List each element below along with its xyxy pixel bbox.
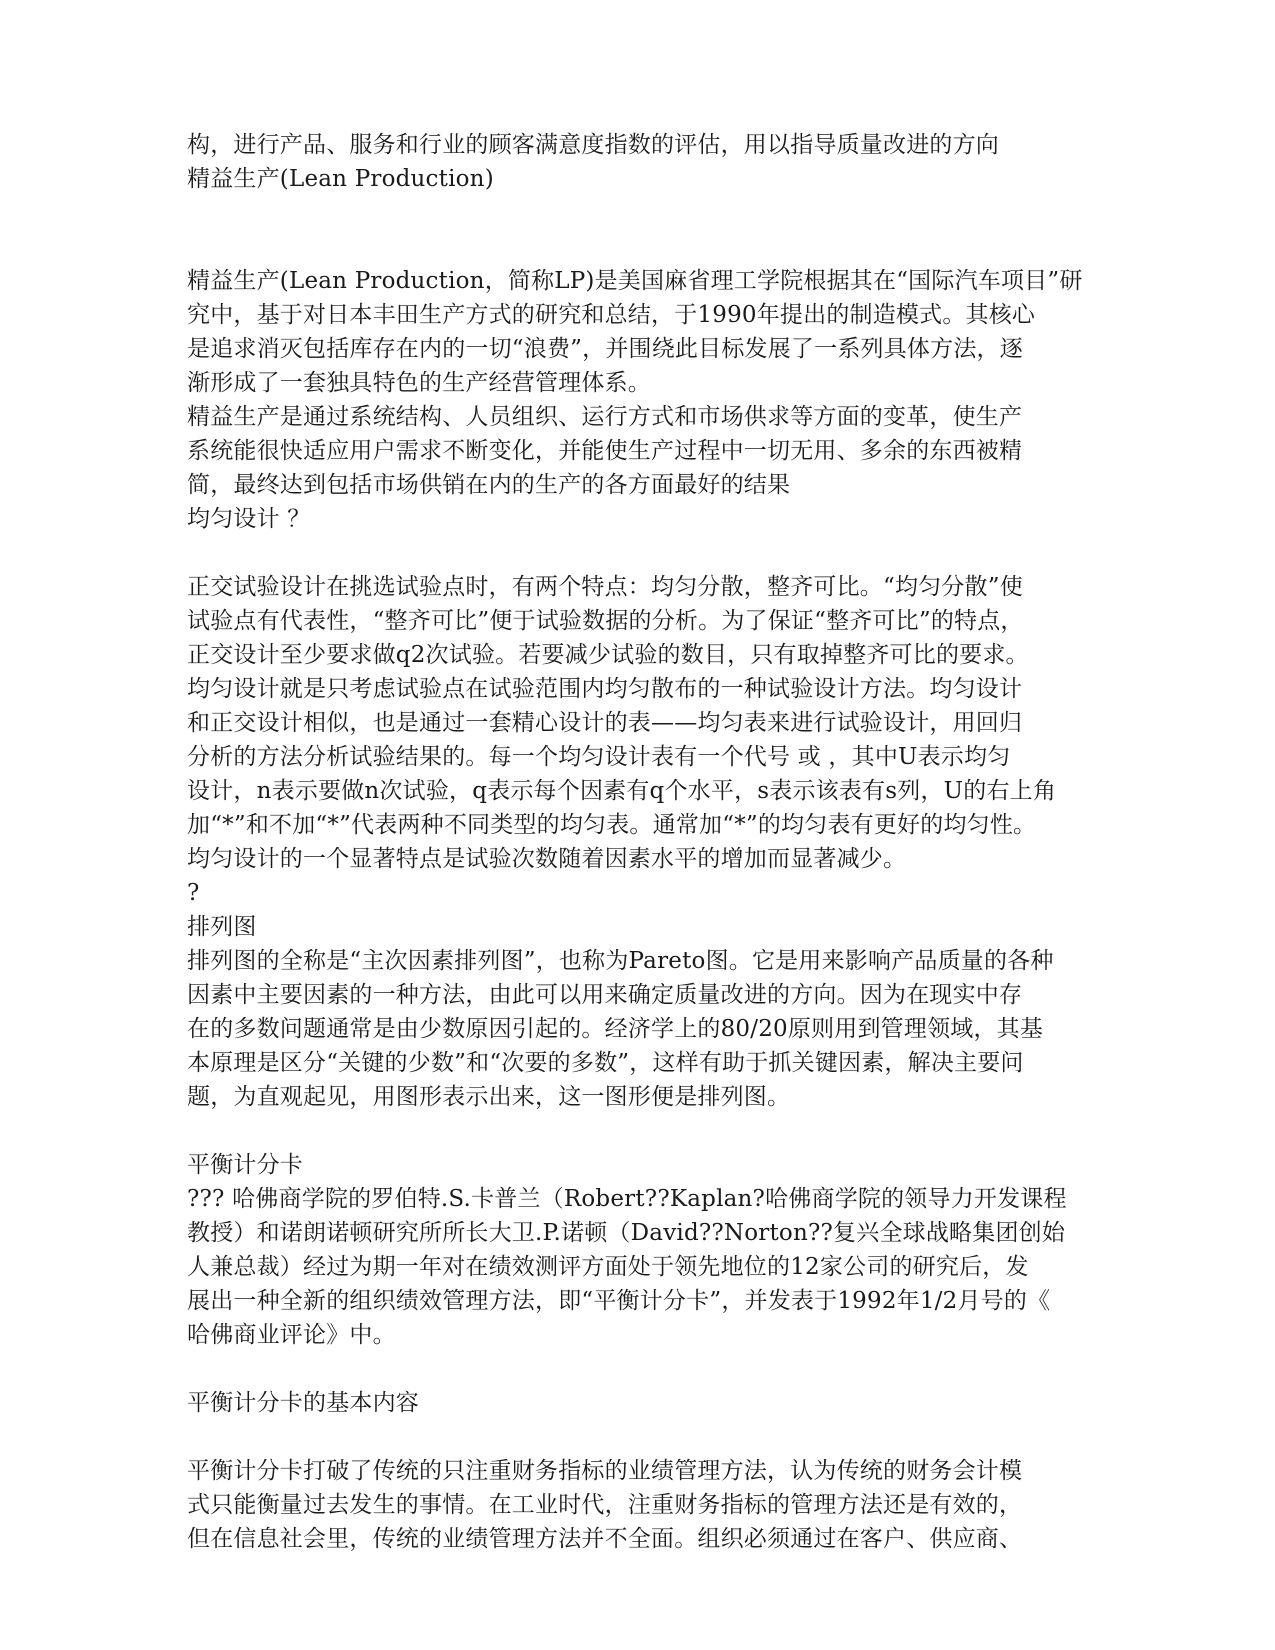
text-line: 平衡计分卡	[187, 1152, 303, 1178]
text-line: 但在信息社会里，传统的业绩管理方法并不全面。组织必须通过在客户、供应商、	[187, 1526, 1023, 1552]
text-line: 构，进行产品、服务和行业的顾客满意度指数的评估，用以指导质量改进的方向	[187, 132, 999, 158]
text-line: 式只能衡量过去发生的事情。在工业时代，注重财务指标的管理方法还是有效的，	[187, 1492, 1023, 1518]
blank-line	[187, 1352, 1095, 1386]
text-line: 排列图	[187, 914, 257, 940]
text-line: 试验点有代表性，“整齐可比”便于试验数据的分析。为了保证“整齐可比”的特点，	[187, 608, 1024, 634]
text-line: 在的多数问题通常是由少数原因引起的。经济学上的80/20原则用到管理领域，其基	[187, 1016, 1044, 1042]
text-line: 是追求消灭包括库存在内的一切“浪费”，并围绕此目标发展了一系列具体方法，逐	[187, 336, 1023, 362]
text-line: 展出一种全新的组织绩效管理方法，即“平衡计分卡”，并发表于1992年1/2月号的《	[187, 1288, 1051, 1314]
text-line: 渐形成了一套独具特色的生产经营管理体系。	[187, 370, 651, 396]
text-line: 因素中主要因素的一种方法，由此可以用来确定质量改进的方向。因为在现实中存	[187, 982, 1023, 1008]
text-line: ?	[187, 880, 200, 906]
text-line: 分析的方法分析试验结果的。每一个均匀设计表有一个代号 或 ，其中U表示均匀	[187, 744, 1011, 770]
text-line: 均匀设计就是只考虑试验点在试验范围内均匀散布的一种试验设计方法。均匀设计	[187, 676, 1023, 702]
text-line: 精益生产是通过系统结构、人员组织、运行方式和市场供求等方面的变革，使生产	[187, 404, 1023, 430]
text-line: 平衡计分卡的基本内容	[187, 1390, 419, 1416]
text-line: 平衡计分卡打破了传统的只注重财务指标的业绩管理方法，认为传统的财务会计模	[187, 1458, 1023, 1484]
text-line: 设计，n表示要做n次试验，q表示每个因素有q个水平，s表示该表有s列，U的右上角	[187, 778, 1057, 804]
text-line: 均匀设计的一个显著特点是试验次数随着因素水平的增加而显著减少。	[187, 846, 907, 872]
text-line: 正交试验设计在挑选试验点时，有两个特点：均匀分散，整齐可比。“均匀分散”使	[187, 574, 1023, 600]
text-line: 哈佛商业评论》中。	[187, 1322, 396, 1348]
blank-line	[187, 1114, 1095, 1148]
text-line: 和正交设计相似，也是通过一套精心设计的表——均匀表来进行试验设计，用回归	[187, 710, 1023, 736]
blank-line	[187, 1420, 1095, 1454]
text-line: 正交设计至少要求做q2次试验。若要减少试验的数目，只有取掉整齐可比的要求。	[187, 642, 1029, 668]
blank-line	[187, 230, 1095, 264]
text-line: 系统能很快适应用户需求不断变化，并能使生产过程中一切无用、多余的东西被精	[187, 438, 1023, 464]
document-page	[187, 128, 1095, 1556]
text-line: 简，最终达到包括市场供销在内的生产的各方面最好的结果	[187, 472, 791, 498]
blank-line	[187, 196, 1095, 230]
text-line: 人兼总裁）经过为期一年对在绩效测评方面处于领先地位的12家公司的研究后，发	[187, 1254, 1029, 1280]
text-line: 精益生产(Lean Production，简称LP)是美国麻省理工学院根据其在“国际汽车项目”研	[187, 268, 1083, 294]
text-line: 均匀设计 ？	[187, 506, 311, 532]
blank-line	[187, 536, 1095, 570]
text-line: 究中，基于对日本丰田生产方式的研究和总结，于1990年提出的制造模式。其核心	[187, 302, 1036, 328]
text-line: 精益生产(Lean Production)	[187, 166, 494, 192]
text-line: 本原理是区分“关键的少数”和“次要的多数”，这样有助于抓关键因素，解决主要问	[187, 1050, 1024, 1076]
text-line: 教授）和诺朗诺顿研究所所长大卫.P.诺顿（David??Norton??复兴全球战略集团创始	[187, 1220, 1066, 1246]
text-line: 加“*”和不加“*”代表两种不同类型的均匀表。通常加“*”的均匀表有更好的均匀性。	[187, 812, 1037, 838]
text-line: 题，为直观起见，用图形表示出来，这一图形便是排列图。	[187, 1084, 791, 1110]
text-line: ??? 哈佛商学院的罗伯特.S.卡普兰（Robert??Kaplan?哈佛商学院的领导力开发课程	[187, 1186, 1067, 1212]
text-line: 排列图的全称是“主次因素排列图”，也称为Pareto图。它是用来影响产品质量的各种	[187, 948, 1054, 974]
